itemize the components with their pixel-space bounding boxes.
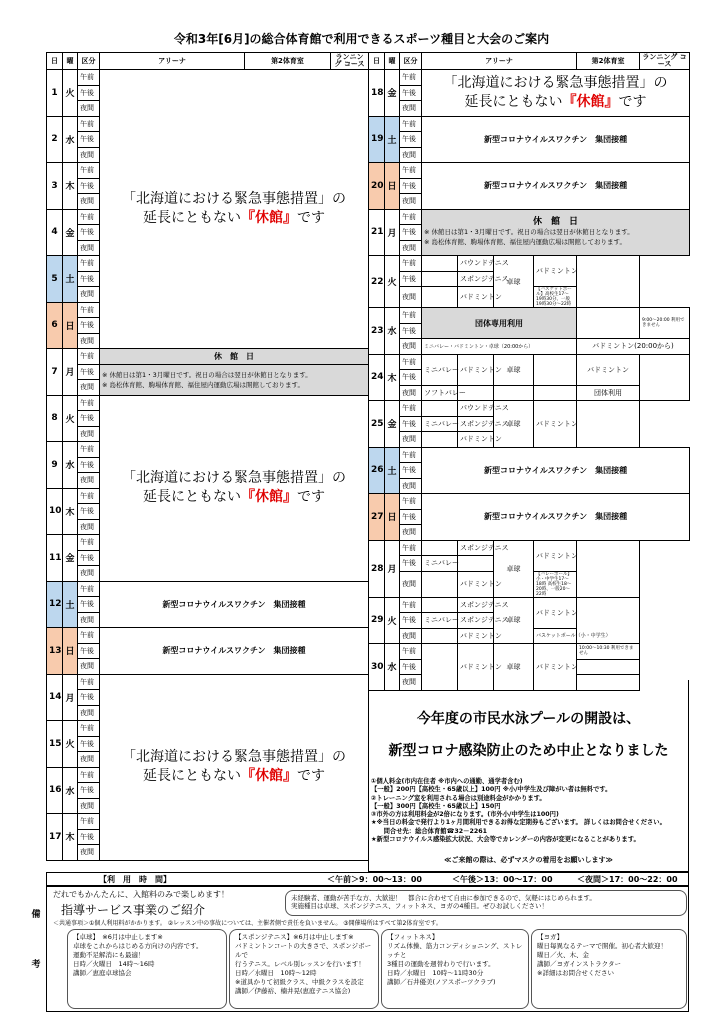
closure-notice — [100, 70, 369, 349]
badminton: バドミントン — [458, 432, 494, 448]
time-pm: ＜午後＞13：00～17：00 — [452, 875, 553, 884]
day-number: 7 — [47, 349, 63, 396]
period-label: 夜間 — [78, 287, 100, 303]
day-number: 13 — [47, 628, 63, 675]
closure-notice — [100, 395, 369, 581]
header-day: 日 — [47, 53, 63, 70]
period-label: 午後 — [78, 225, 100, 241]
period-label: 夜間 — [400, 385, 422, 401]
period-label: 午後 — [78, 178, 100, 194]
usage-time-bar — [46, 872, 689, 886]
period-label: 夜間 — [78, 426, 100, 442]
soft-volley: ソフトバレー — [422, 385, 458, 401]
closure-red: 『休館』 — [562, 93, 619, 110]
header-weekday: 曜 — [63, 53, 78, 70]
group-use-title: 団体専用利用 — [422, 308, 577, 339]
empty-cell — [422, 571, 458, 597]
mask-notice: ≪ご来館の際は、必ずマスクの着用をお願いします≫ — [444, 856, 613, 864]
empty-cell — [577, 401, 640, 448]
period-label: 午後 — [78, 597, 100, 613]
period-label: 午前 — [78, 488, 100, 504]
closure-line1: 「北海道における緊急事態措置」の — [122, 191, 346, 207]
guide-title: 指導サービス事業のご紹介 — [61, 903, 206, 917]
period-label: 夜間 — [400, 571, 422, 597]
period-label: 午後 — [78, 643, 100, 659]
pingpong: 卓球 — [494, 401, 534, 448]
badminton: バドミントン — [458, 354, 494, 385]
weekday: 金 — [385, 70, 400, 117]
period-label: 午前 — [78, 721, 100, 737]
sponge-tennis: スポンジテニス — [458, 271, 494, 287]
time-label: 【利 用 時 間】 — [99, 875, 171, 884]
closure-line1: 「北海道における緊急事態措置」の — [443, 74, 668, 91]
pool-notice-line1: 今年度の市民水泳プールの開設は、 — [416, 711, 641, 727]
period-label: 夜間 — [78, 147, 100, 163]
closure-line2a: 延長にともない — [143, 768, 241, 784]
weekday: 金 — [385, 401, 400, 448]
period-label: 夜間 — [78, 612, 100, 628]
weekday: 日 — [385, 163, 400, 210]
pingpong: 卓球 — [494, 597, 534, 644]
empty-cell — [422, 628, 458, 644]
period-label: 午前 — [78, 674, 100, 690]
badminton: バドミントン — [577, 354, 640, 385]
empty-cell — [422, 287, 458, 308]
sponge-tennis: スポンジテニス — [458, 416, 494, 432]
vaccine-notice: 新型コロナウイルスワクチン 集団接種 — [422, 494, 690, 541]
day-number: 22 — [369, 256, 385, 308]
period-label: 午後 — [400, 178, 422, 194]
closure-line2c: です — [297, 768, 325, 784]
pingpong: 卓球 — [494, 644, 534, 691]
day-number: 28 — [369, 540, 385, 597]
weekday: 木 — [63, 488, 78, 535]
period-label: 午前 — [400, 644, 422, 660]
badminton: バドミントン — [534, 644, 577, 691]
day-number: 23 — [369, 308, 385, 355]
mini-volley: ミニバレー — [422, 416, 458, 432]
empty-cell — [422, 271, 458, 287]
period-label: 午後 — [400, 613, 422, 629]
period-label: 夜間 — [78, 194, 100, 210]
empty-cell — [577, 659, 640, 675]
header-gym2: 第2体育室 — [245, 53, 331, 70]
closure-line2a: 延長にともない — [143, 489, 241, 505]
vaccine-notice: 新型コロナウイルスワクチン 集団接種 — [100, 628, 369, 675]
weekday: 金 — [63, 209, 78, 256]
closed-day-title: 休 館 日 — [533, 217, 579, 228]
remarks-section — [31, 886, 689, 1012]
closed-day-block — [422, 209, 690, 256]
period-label: 午前 — [400, 494, 422, 510]
period-label: 夜間 — [78, 380, 100, 396]
period-label: 午後 — [400, 370, 422, 386]
period-label: 夜間 — [78, 705, 100, 721]
running-closed: 9:00～20:00 利用できません — [640, 308, 690, 339]
period-label: 午後 — [78, 736, 100, 752]
empty-cell — [422, 540, 458, 556]
mini-volley: ミニバレー — [422, 556, 458, 572]
closed-day-note1: ※ 休館日は第1・3月曜日です。祝日の場合は翌日が休館日となります。 — [424, 228, 634, 237]
yoga-box: 【ヨガ】 曜日毎異なるテーマで開催。初心者大歓迎！ 曜日／火、木、金 講師／ヨガインストラクター ※詳細はお問合せください — [531, 929, 687, 1009]
day-number: 10 — [47, 488, 63, 535]
closure-line2c: です — [618, 93, 647, 110]
sponge-tennis: スポンジテニス — [458, 540, 494, 556]
weekday: 月 — [385, 540, 400, 597]
period-label: 夜間 — [400, 478, 422, 494]
weekday: 水 — [63, 767, 78, 814]
day-number: 17 — [47, 814, 63, 861]
basketball-note: 【バスケットボール】高校生17～19時30分、一般19時30分～22時 — [534, 287, 577, 308]
period-label: 夜間 — [400, 240, 422, 256]
period-label: 午前 — [78, 814, 100, 830]
day-number: 19 — [369, 116, 385, 163]
period-label: 夜間 — [400, 628, 422, 644]
weekday: 木 — [385, 354, 400, 401]
period-label: 夜間 — [78, 752, 100, 768]
mini-volley: ミニバレー — [422, 354, 458, 385]
header-weekday: 曜 — [385, 53, 400, 70]
day-number: 27 — [369, 494, 385, 541]
period-label: 午後 — [400, 225, 422, 241]
period-label: 午後 — [78, 690, 100, 706]
weekday: 日 — [385, 494, 400, 541]
period-label: 午前 — [400, 401, 422, 417]
period-label: 午後 — [400, 416, 422, 432]
weekday: 金 — [63, 535, 78, 582]
weekday: 日 — [63, 628, 78, 675]
period-label: 午前 — [78, 256, 100, 272]
evening-gym2: バドミントン(20:00から) — [577, 339, 690, 355]
badminton: バドミントン — [534, 256, 577, 287]
day-number: 5 — [47, 256, 63, 303]
empty-cell — [640, 354, 690, 401]
period-label: 午後 — [400, 463, 422, 479]
period-label: 午後 — [400, 509, 422, 525]
period-label: 午前 — [400, 354, 422, 370]
header-gym2: 第2体育室 — [577, 53, 640, 70]
closed-day-header: 休 館 日 — [100, 349, 369, 365]
period-label: 夜間 — [400, 432, 422, 448]
weekday: 火 — [63, 721, 78, 768]
closure-line1: 「北海道における緊急事態措置」の — [122, 470, 346, 486]
closure-red: 『休館』 — [241, 768, 297, 784]
pound-tennis: パウンドテニス — [458, 256, 494, 272]
day-number: 24 — [369, 354, 385, 401]
period-label: 午前 — [78, 70, 100, 86]
period-label: 夜間 — [78, 473, 100, 489]
evening-arena: ミニバレー・バドミントン・卓球（20:00から） — [422, 339, 577, 355]
header-division: 区分 — [78, 53, 100, 70]
header-arena: アリーナ — [100, 53, 245, 70]
common-notes: ＜共通事項＞①個人利用料がかかります。 ②レッスン中の事故については、主催者側で責任を負いません。 ③開催場所はすべて第2体育室です。 — [53, 920, 442, 927]
empty-cell — [577, 540, 640, 597]
weekday: 水 — [63, 116, 78, 163]
day-number: 26 — [369, 447, 385, 494]
weekday: 火 — [63, 395, 78, 442]
remarks-label-1: 備 — [31, 910, 41, 920]
empty-cell — [494, 385, 534, 401]
intro-text: だれでもかんたんに、入館料のみで楽しめます！ — [53, 890, 229, 899]
vaccine-notice: 新型コロナウイルスワクチン 集団接種 — [100, 581, 369, 628]
weekday: 火 — [63, 70, 78, 117]
period-label: 夜間 — [78, 333, 100, 349]
period-label: 夜間 — [78, 240, 100, 256]
weekday: 土 — [63, 581, 78, 628]
closure-red: 『休館』 — [241, 489, 297, 505]
volleyball-note: 【バレーボール】小・中学生17～18時 高校生18～20時、一般20～22時 — [534, 571, 577, 597]
period-label: 午前 — [400, 308, 422, 324]
period-label: 夜間 — [78, 519, 100, 535]
pingpong: 卓球 — [494, 540, 534, 597]
badminton: バドミントン — [534, 597, 577, 628]
period-label: 午後 — [400, 132, 422, 148]
empty-cell — [422, 432, 458, 448]
fitness-box: 【フィットネス】 リズム体操、筋力コンディショニング、ストレッチと 3種目の運動を週替わりで行います。 日時／水曜日 10時～11時30分 講師／石井優美(ノアスポーツクラブ) — [381, 929, 529, 1009]
day-number: 9 — [47, 442, 63, 489]
day-number: 11 — [47, 535, 63, 582]
period-label: 午前 — [400, 540, 422, 556]
period-label: 午前 — [78, 209, 100, 225]
empty-cell — [422, 401, 458, 417]
empty-cell — [458, 556, 494, 572]
fee-notes: ①個人料金(市内在住者 ※市内への通勤、通学者含む) 【一般】200円【高校生・65歳以上】100円 ※小/中学生及び障がい者は無料です。 ②トレーニング室を利用される場合は別途料金がかかります。 【一般】300円【高校生・65歳以上】150円 ③市外の方は利用料金が2倍になります。(市外小/中学生は100円) ★※当日の料金で発行より1ヶ月間利用できるお得な定期券もございます。 詳しくはお問合せください。 問合せ先：総合体育館☎32－2261 ★新型コロナウイルス感染拡大状況、大会等でカレンダーの内容が変更になることがあります。 — [371, 778, 666, 844]
time-am: ＜午前＞9：00～13：00 — [327, 875, 422, 884]
group-use: 団体利用 — [577, 385, 640, 401]
period-label: 午前 — [78, 395, 100, 411]
period-label: 午前 — [400, 447, 422, 463]
period-label: 午後 — [78, 504, 100, 520]
pound-tennis: パウンドテニス — [458, 401, 494, 417]
period-label: 午後 — [78, 132, 100, 148]
header-arena: アリーナ — [422, 53, 577, 70]
info-panel — [368, 680, 689, 872]
time-night: ＜夜間＞17：00～22：00 — [577, 875, 678, 884]
closure-notice — [100, 674, 369, 860]
empty-cell — [577, 256, 640, 308]
day-number: 8 — [47, 395, 63, 442]
period-label: 午前 — [400, 70, 422, 86]
closure-line2a: 延長にともない — [143, 210, 241, 226]
weekday: 月 — [63, 349, 78, 396]
day-number: 14 — [47, 674, 63, 721]
weekday: 水 — [385, 644, 400, 691]
weekday: 木 — [63, 163, 78, 210]
empty-cell — [534, 354, 577, 385]
weekday: 水 — [385, 308, 400, 355]
day-number: 30 — [369, 644, 385, 691]
period-label: 夜間 — [400, 147, 422, 163]
vaccine-notice: 新型コロナウイルスワクチン 集団接種 — [422, 447, 690, 494]
header-day: 日 — [369, 53, 385, 70]
empty-cell — [577, 308, 640, 339]
period-label: 午後 — [400, 659, 422, 675]
pingpong-box: 【卓球】 ※6月は中止します※ 卓球をこれからはじめる方向けの内容です。 運動不足解消にも最適！ 日時／火曜日 14時～16時 講師／恵庭卓球協会 — [67, 929, 227, 1009]
empty-cell — [534, 385, 577, 401]
header-running: ランニング コース — [640, 53, 690, 70]
period-label: 午後 — [78, 550, 100, 566]
period-label: 午前 — [400, 256, 422, 272]
day-number: 15 — [47, 721, 63, 768]
running-closed: 10:00～10:30 利用できません — [577, 644, 640, 660]
period-label: 午後 — [400, 85, 422, 101]
weekday: 火 — [385, 256, 400, 308]
period-label: 夜間 — [400, 675, 422, 691]
day-number: 1 — [47, 70, 63, 117]
period-label: 午前 — [78, 581, 100, 597]
header-running: ランニング コース — [331, 53, 369, 70]
period-label: 午後 — [78, 783, 100, 799]
period-label: 午前 — [78, 163, 100, 179]
remarks-label-2: 考 — [31, 960, 41, 970]
vaccine-notice: 新型コロナウイルスワクチン 集団接種 — [422, 163, 690, 210]
period-label: 午前 — [78, 349, 100, 365]
weekday: 土 — [385, 447, 400, 494]
closed-day-note2: ※ 島松体育館、駒場体育館、福住屋内運動広場は開館しております。 — [102, 380, 304, 389]
closure-line2c: です — [297, 210, 325, 226]
period-label: 午後 — [400, 271, 422, 287]
closed-day-note2: ※ 島松体育館、駒場体育館、福住屋内運動広場は開館しております。 — [424, 238, 626, 247]
period-label: 午前 — [400, 597, 422, 613]
closure-line2c: です — [297, 489, 325, 505]
sponge-tennis: スポンジテニス — [458, 613, 494, 629]
day-number: 12 — [47, 581, 63, 628]
weekday: 火 — [385, 597, 400, 644]
day-number: 25 — [369, 401, 385, 448]
period-label: 夜間 — [400, 525, 422, 541]
period-label: 夜間 — [78, 566, 100, 582]
badminton: バドミントン — [458, 571, 494, 597]
sponge-tennis-box: 【スポンジテニス】※6月は中止します※ バドミントンコートの大きさで、スポンジボールで 行うテニス。レベル別レッスンを行います！ 日時／水曜日 10時～12時 ※道具かりて初級クラス、中級クラスを設定 講師／伊藤裕、楠井晃(恵庭テニス協会) — [229, 929, 379, 1009]
period-label: 午前 — [400, 209, 422, 225]
period-label: 午後 — [78, 457, 100, 473]
mini-volley: ミニバレー — [422, 613, 458, 629]
day-number: 29 — [369, 597, 385, 644]
badminton: バドミントン — [458, 287, 494, 308]
day-number: 18 — [369, 70, 385, 117]
empty-cell — [422, 597, 458, 613]
pingpong: 卓球 — [494, 256, 534, 308]
period-label: 午前 — [78, 628, 100, 644]
badminton: バドミントン — [534, 401, 577, 448]
header-division: 区分 — [400, 53, 422, 70]
period-label: 夜間 — [400, 194, 422, 210]
period-label: 午後 — [400, 323, 422, 339]
closed-day-notes — [100, 364, 369, 395]
period-label: 夜間 — [78, 845, 100, 861]
period-label: 夜間 — [78, 798, 100, 814]
period-label: 午前 — [78, 442, 100, 458]
period-label: 午後 — [400, 556, 422, 572]
period-label: 午後 — [78, 364, 100, 380]
day-number: 3 — [47, 163, 63, 210]
period-label: 午後 — [78, 271, 100, 287]
period-label: 午前 — [78, 302, 100, 318]
period-label: 午後 — [78, 318, 100, 334]
day-number: 4 — [47, 209, 63, 256]
closure-line2a: 延長にともない — [464, 93, 563, 110]
day-number: 21 — [369, 209, 385, 256]
weekday: 日 — [63, 302, 78, 349]
schedule-table-left — [46, 52, 369, 861]
period-label: 午後 — [78, 85, 100, 101]
period-label: 午前 — [78, 767, 100, 783]
period-label: 午後 — [78, 411, 100, 427]
closed-day-note1: ※ 休館日は第1・3月曜日です。祝日の場合は翌日が休館日となります。 — [102, 370, 312, 379]
vaccine-notice: 新型コロナウイルスワクチン 集団接種 — [422, 116, 690, 163]
badminton: バドミントン — [534, 540, 577, 571]
day-number: 6 — [47, 302, 63, 349]
badminton: バドミントン — [458, 644, 494, 691]
page-title: 令和3年[6月]の総合体育館で利用できるスポーツ種目と大会のご案内 — [173, 32, 550, 46]
period-label: 夜間 — [78, 659, 100, 675]
badminton: バドミントン — [458, 628, 494, 644]
period-label: 午前 — [78, 116, 100, 132]
period-label: 夜間 — [78, 101, 100, 117]
day-number: 16 — [47, 767, 63, 814]
period-label: 午後 — [78, 829, 100, 845]
pool-notice-line2: 新型コロナ感染防止のため中止となりました — [388, 743, 669, 759]
basketball-youth: バスケットボール（小・中学生） — [534, 628, 577, 644]
sponge-tennis: スポンジテニス — [458, 597, 494, 613]
empty-cell — [422, 256, 458, 272]
weekday: 木 — [63, 814, 78, 861]
closure-notice — [422, 70, 690, 117]
period-label: 夜間 — [400, 339, 422, 355]
schedule-table-right — [368, 52, 690, 691]
weekday: 土 — [63, 256, 78, 303]
closure-red: 『休館』 — [241, 210, 297, 226]
period-label: 午前 — [400, 116, 422, 132]
pingpong: 卓球 — [494, 354, 534, 385]
beginner-welcome-box: 未経験者、運動が苦手な方、大歓迎！ 都合に合わせて自由に参加できるので、気軽にはじめられます。 実施種目は卓球、スポンジテニス、フィットネス、ヨガの4種目。ぜひお試しください！ — [285, 890, 687, 916]
weekday: 月 — [63, 674, 78, 721]
period-label: 午前 — [400, 163, 422, 179]
period-label: 夜間 — [400, 101, 422, 117]
period-label: 午前 — [78, 535, 100, 551]
period-label: 夜間 — [400, 287, 422, 308]
weekday: 土 — [385, 116, 400, 163]
day-number: 2 — [47, 116, 63, 163]
weekday: 月 — [385, 209, 400, 256]
closure-line1: 「北海道における緊急事態措置」の — [122, 749, 346, 765]
day-number: 20 — [369, 163, 385, 210]
weekday: 水 — [63, 442, 78, 489]
